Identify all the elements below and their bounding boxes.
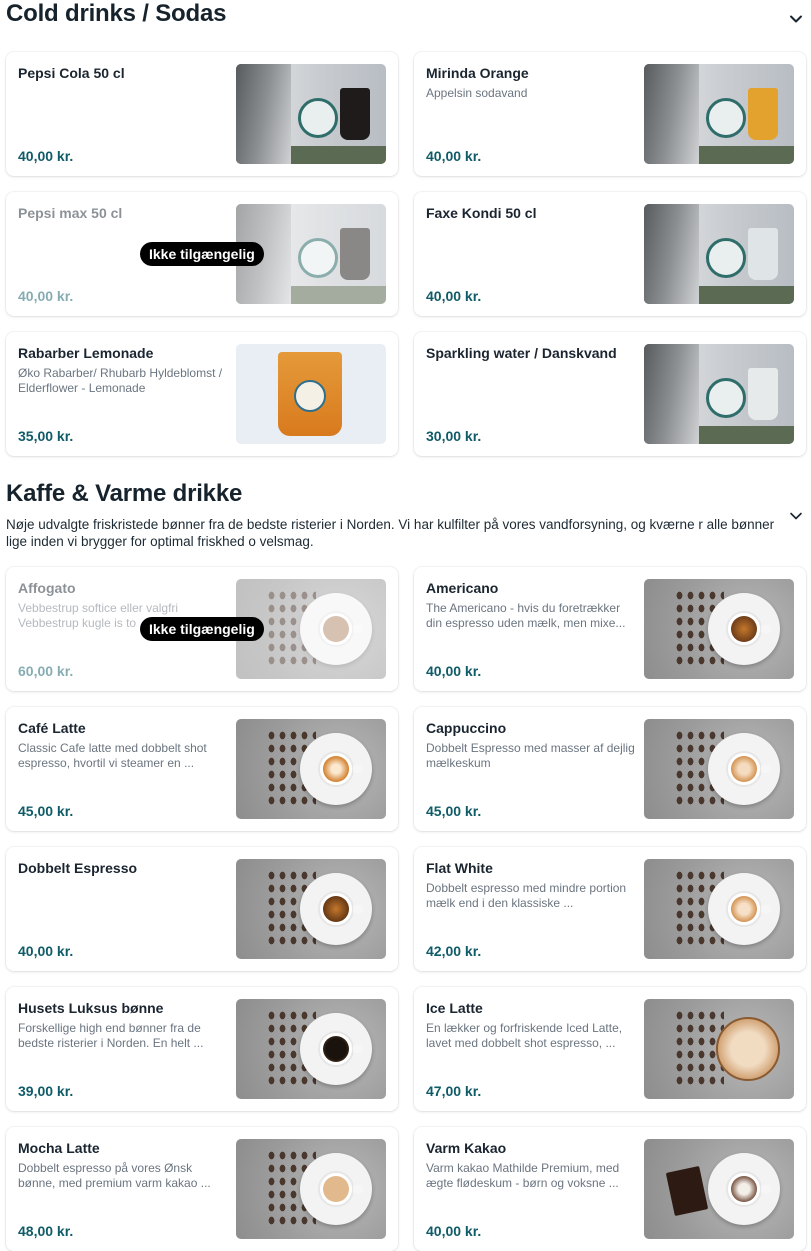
item-description: Forskellige high end bønner fra de bedste risterier i Norden. En helt ... — [18, 1021, 204, 1050]
item-price: 42,00 kr. — [426, 943, 482, 959]
item-description: Dobbelt espresso med mindre portion mælk end i den klassiske ... — [426, 881, 627, 910]
mocha-latte-photo — [236, 1139, 386, 1239]
item-name: Affogato — [18, 580, 76, 596]
item-price: 40,00 kr. — [18, 148, 74, 164]
item-name: Rabarber Lemonade — [18, 345, 154, 361]
item-name: Mocha Latte — [18, 1140, 100, 1156]
item-name: Pepsi Cola 50 cl — [18, 65, 125, 81]
rabarber-lemonade-photo — [236, 344, 386, 444]
section-cold-drinks-header[interactable] — [6, 0, 805, 28]
item-price: 40,00 kr. — [426, 1223, 482, 1239]
menu-item-card[interactable] — [414, 1127, 806, 1251]
ice-latte-photo — [644, 999, 794, 1099]
item-description: Vebbestrup softice eller valgfri Vebbestrup kugle is to — [18, 601, 179, 630]
item-price: 40,00 kr. — [426, 663, 482, 679]
menu-item-card[interactable] — [414, 192, 806, 316]
item-price: 39,00 kr. — [18, 1083, 74, 1099]
menu-item-card[interactable] — [6, 332, 398, 456]
americano-photo — [644, 579, 794, 679]
section-coffee-header[interactable] — [6, 480, 805, 550]
section-title: Kaffe & Varme drikke — [6, 480, 243, 507]
menu-item-card[interactable] — [414, 567, 806, 691]
menu-item-card[interactable] — [6, 192, 398, 316]
item-price: 40,00 kr. — [18, 943, 74, 959]
menu-item-card[interactable] — [414, 332, 806, 456]
item-price: 60,00 kr. — [18, 663, 74, 679]
dobbelt-espresso-photo — [236, 859, 386, 959]
item-description: Classic Cafe latte med dobbelt shot espresso, hvortil vi steamer en ... — [18, 741, 207, 770]
menu-item-card[interactable] — [6, 1127, 398, 1251]
item-price: 40,00 kr. — [426, 148, 482, 164]
item-price: 40,00 kr. — [426, 288, 482, 304]
cappuccino-photo — [644, 719, 794, 819]
flat-white-photo — [644, 859, 794, 959]
menu-item-card[interactable] — [6, 567, 398, 691]
item-name: Faxe Kondi 50 cl — [426, 205, 537, 221]
item-description: The Americano - hvis du foretrækker din espresso uden mælk, men mixe... — [426, 601, 626, 630]
faxe-kondi-photo — [644, 204, 794, 304]
unavailable-badge: Ikke tilgængelig — [140, 617, 264, 641]
item-description: Dobbelt Espresso med masser af dejlig mælkeskum — [426, 741, 635, 770]
menu-item-card[interactable] — [414, 52, 806, 176]
husets-luksus-photo — [236, 999, 386, 1099]
item-description: Varm kakao Mathilde Premium, med ægte flødeskum - børn og voksne ... — [426, 1161, 620, 1190]
cafe-latte-photo — [236, 719, 386, 819]
item-description: En lækker og forfriskende Iced Latte, lavet med dobbelt shot espresso, ... — [426, 1021, 623, 1050]
mirinda-orange-photo — [644, 64, 794, 164]
item-price: 47,00 kr. — [426, 1083, 482, 1099]
varm-kakao-photo — [644, 1139, 794, 1239]
menu-item-card[interactable] — [414, 707, 806, 831]
item-price: 35,00 kr. — [18, 428, 74, 444]
menu-item-card[interactable] — [414, 987, 806, 1111]
item-name: Flat White — [426, 860, 493, 876]
item-name: Americano — [426, 580, 499, 596]
item-name: Dobbelt Espresso — [18, 860, 138, 876]
item-price: 40,00 kr. — [18, 288, 74, 304]
pepsi-cola-photo — [236, 64, 386, 164]
menu-item-card[interactable] — [414, 847, 806, 971]
unavailable-badge: Ikke tilgængelig — [140, 242, 264, 266]
item-description: Øko Rabarber/ Rhubarb Hyldeblomst / Elderflower - Lemonade — [18, 366, 223, 395]
item-price: 48,00 kr. — [18, 1223, 74, 1239]
chevron-down-icon[interactable] — [787, 507, 805, 525]
section-title: Cold drinks / Sodas — [6, 0, 227, 27]
item-price: 45,00 kr. — [18, 803, 74, 819]
item-description: Appelsin sodavand — [426, 86, 528, 100]
menu-item-card[interactable] — [6, 847, 398, 971]
item-price: 30,00 kr. — [426, 428, 482, 444]
item-name: Varm Kakao — [426, 1140, 507, 1156]
item-name: Cappuccino — [426, 720, 507, 736]
chevron-down-icon[interactable] — [787, 10, 805, 28]
menu-item-card[interactable] — [6, 987, 398, 1111]
item-name: Ice Latte — [426, 1000, 483, 1016]
item-price: 45,00 kr. — [426, 803, 482, 819]
item-description: Dobbelt espresso på vores Ønsk bønne, med premium varm kakao ... — [18, 1161, 211, 1190]
item-name: Café Latte — [18, 720, 86, 736]
item-name: Pepsi max 50 cl — [18, 205, 123, 221]
menu-item-card[interactable] — [6, 707, 398, 831]
item-name: Sparkling water / Danskvand — [426, 345, 617, 361]
item-name: Husets Luksus bønne — [18, 1000, 164, 1016]
item-name: Mirinda Orange — [426, 65, 529, 81]
menu-item-card[interactable] — [6, 52, 398, 176]
sparkling-water-photo — [644, 344, 794, 444]
section-description: Nøje udvalgte friskristede bønner fra de bedste risterier i Norden. Vi har kulfilter på vores vandforsyning, og kværne r alle bønner lige inden vi brygger for optimal friskhed o velsmag. — [6, 517, 775, 549]
